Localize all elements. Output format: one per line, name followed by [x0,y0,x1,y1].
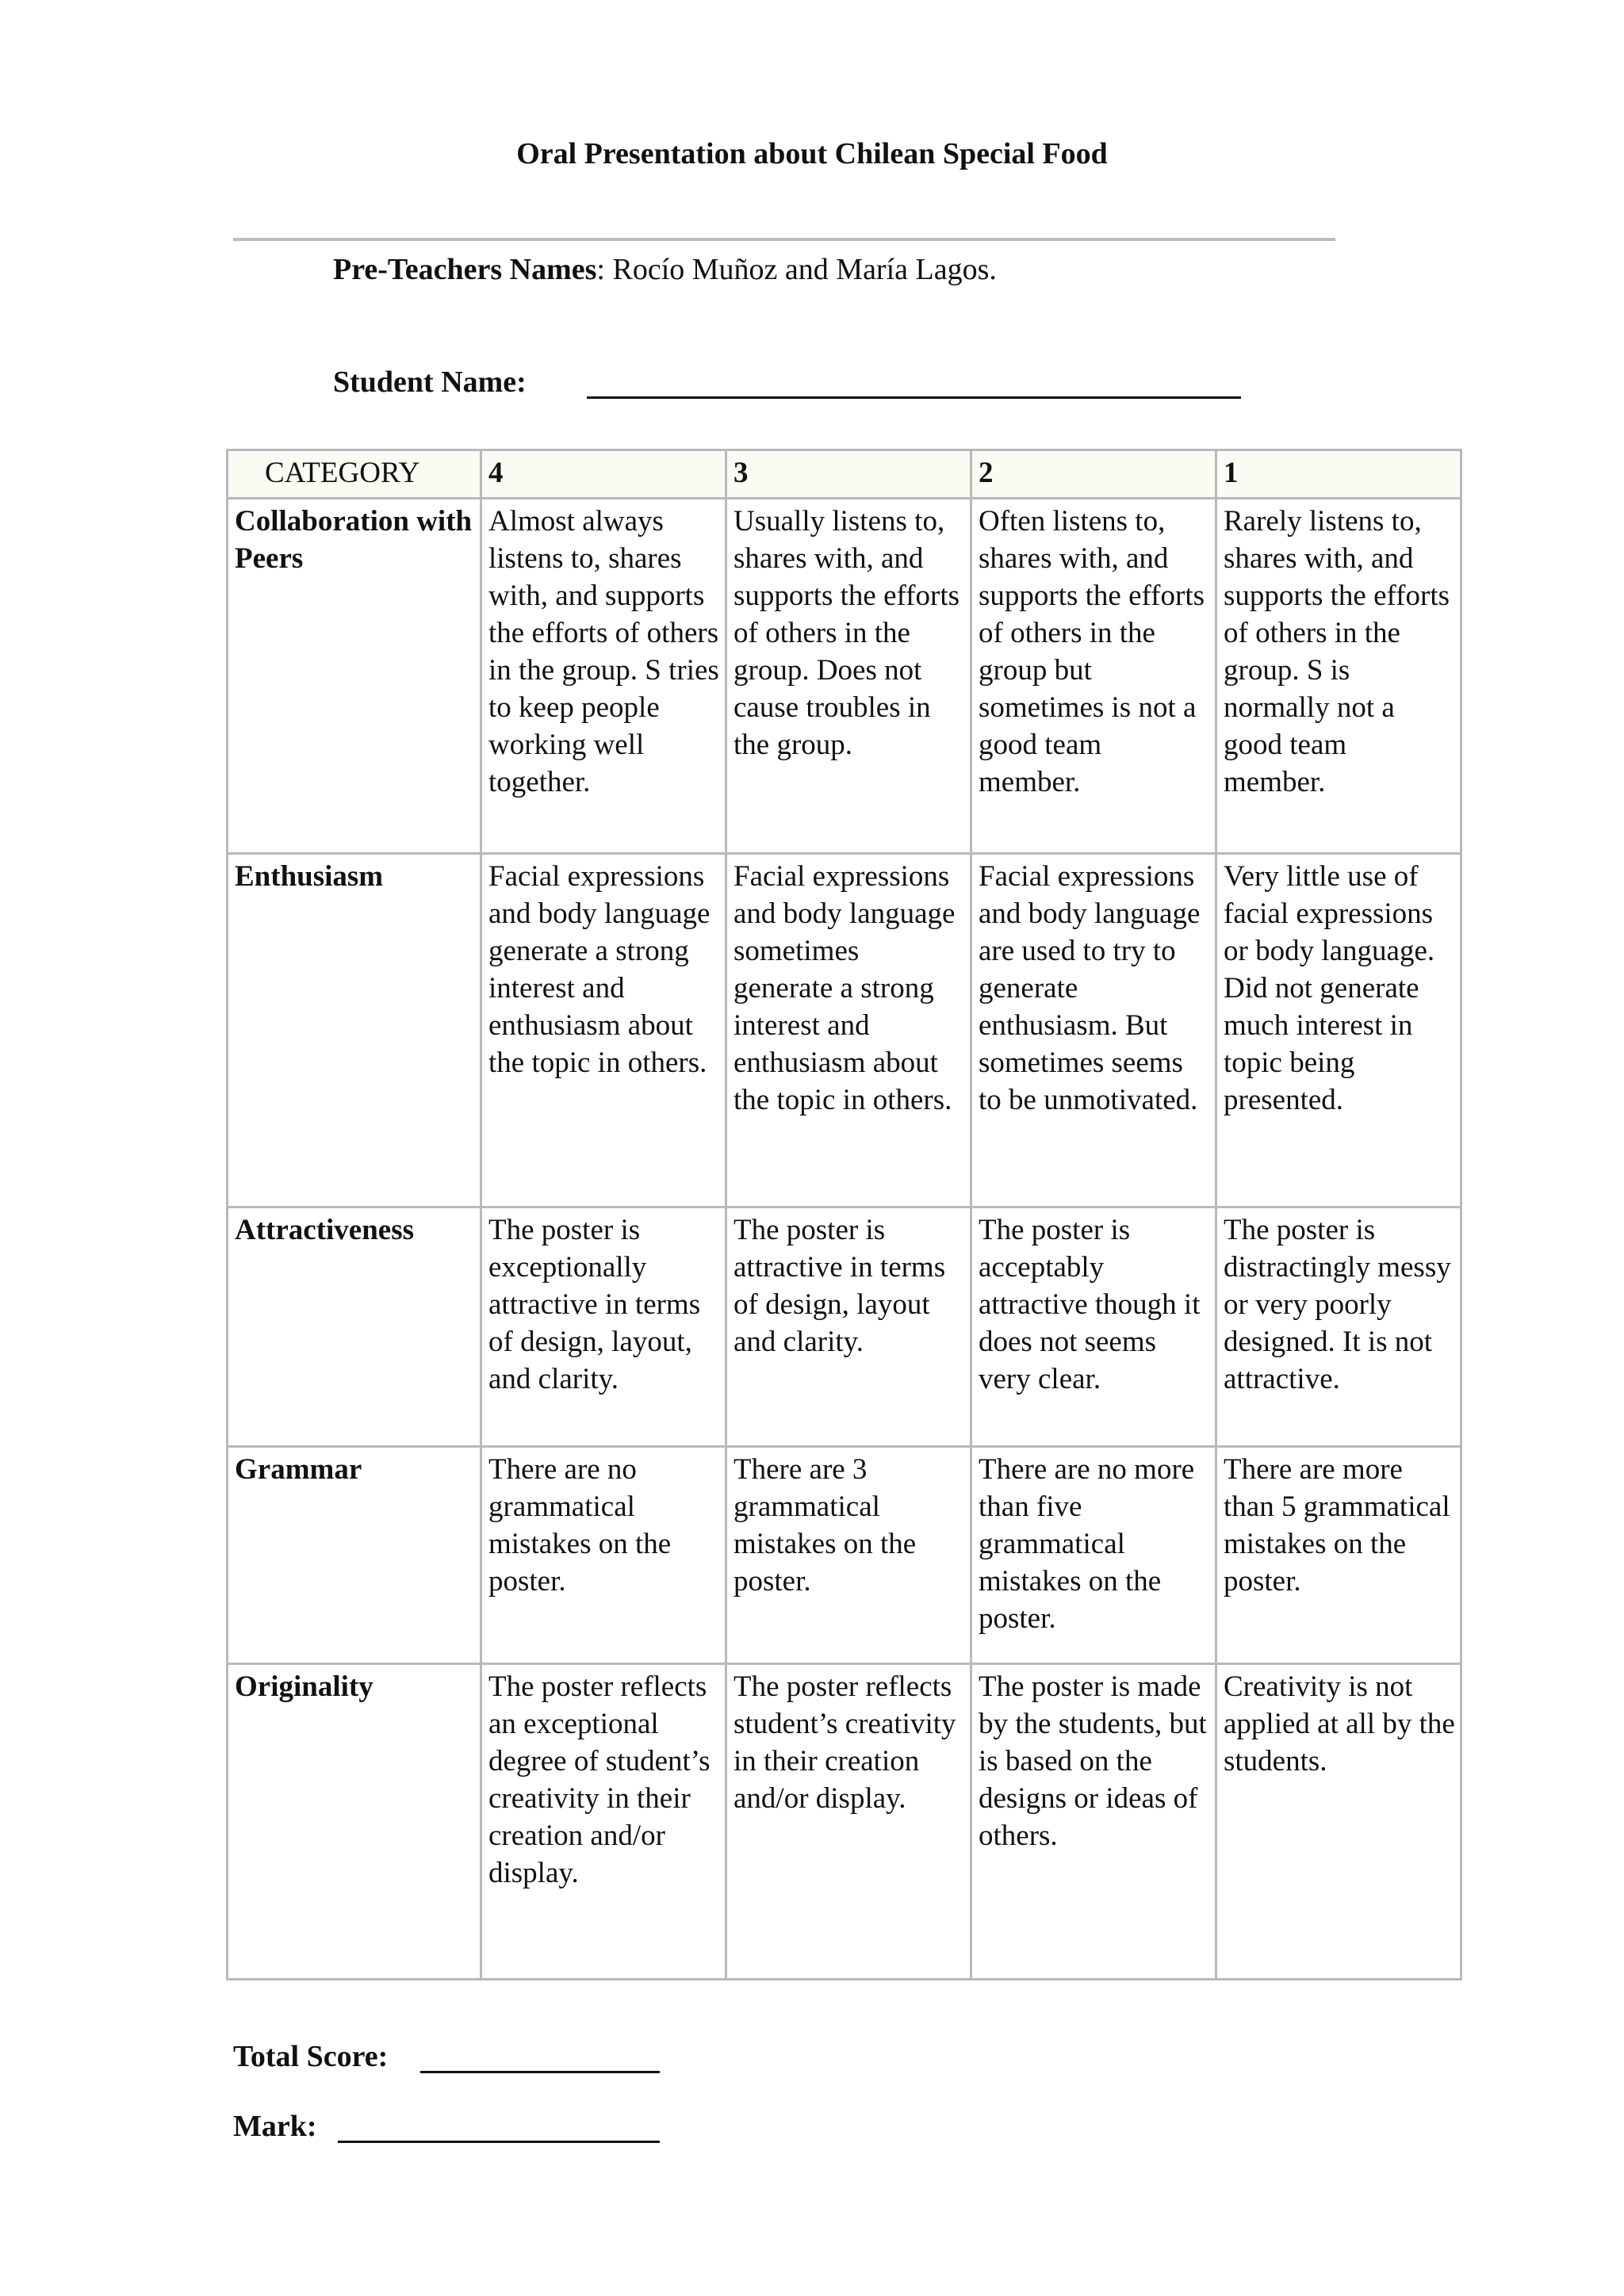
rubric-row-grammar [228,1447,1461,1664]
criterion-cell: Usually listens to, shares with, and supports the efforts of others in the group. Does not cause troubles in the group. [726,499,971,854]
header-score-2: 2 [971,450,1216,499]
header-divider [233,238,1335,241]
criterion-cell: Rarely listens to, shares with, and supports the efforts of others in the group. S is normally not a good team member. [1216,499,1461,854]
criterion-cell: Facial expressions and body language are used to try to generate enthusiasm. But sometimes seems to be unmotivated. [971,854,1216,1207]
rubric-header-row [228,450,1461,499]
criterion-cell: There are no more than five grammatical mistakes on the poster. [971,1447,1216,1664]
rubric-row-collaboration [228,499,1461,854]
criterion-cell: The poster is made by the students, but is based on the designs or ideas of others. [971,1664,1216,1980]
mark-label: Mark: [233,2110,317,2143]
criterion-cell: Almost always listens to, shares with, and supports the efforts of others in the group. S tries to keep people working well together. [481,499,726,854]
criterion-cell: The poster reflects student’s creativity in their creation and/or display. [726,1664,971,1980]
criterion-cell: The poster is acceptably attractive though it does not seems very clear. [971,1207,1216,1447]
category-label: Originality [228,1664,481,1980]
rubric-table [226,449,1462,1980]
criterion-cell: The poster is exceptionally attractive in terms of design, layout, and clarity. [481,1207,726,1447]
category-label: Enthusiasm [228,854,481,1207]
rubric-row-attractiveness [228,1207,1461,1447]
pre-teachers-names: Rocío Muñoz and María Lagos. [612,253,997,286]
pre-teachers-label: Pre-Teachers Names [333,253,597,286]
criterion-cell: The poster reflects an exceptional degree of student’s creativity in their creation and/or display. [481,1664,726,1980]
total-score-blank[interactable] [420,2071,660,2073]
mark-blank[interactable] [338,2141,660,2143]
criterion-cell: There are 3 grammatical mistakes on the poster. [726,1447,971,1664]
total-score-label: Total Score: [233,2040,389,2073]
criterion-cell: There are more than 5 grammatical mistakes on the poster. [1216,1447,1461,1664]
pre-teachers-line [333,252,997,287]
category-label: Attractiveness [228,1207,481,1447]
criterion-cell: Often listens to, shares with, and supports the efforts of others in the group but sometimes is not a good team member. [971,499,1216,854]
header-category: CATEGORY [228,450,481,499]
page-title: Oral Presentation about Chilean Special Food [516,137,1108,170]
student-name-label: Student Name: [333,365,527,399]
category-label: Grammar [228,1447,481,1664]
criterion-cell: The poster is distractingly messy or very poorly designed. It is not attractive. [1216,1207,1461,1447]
rubric-row-enthusiasm [228,854,1461,1207]
criterion-cell: Facial expressions and body language generate a strong interest and enthusiasm about the topic in others. [481,854,726,1207]
criterion-cell: Creativity is not applied at all by the students. [1216,1664,1461,1980]
criterion-cell: Facial expressions and body language sometimes generate a strong interest and enthusiasm about the topic in others. [726,854,971,1207]
pre-teachers-separator: : [596,253,613,286]
student-name-blank[interactable] [587,396,1241,399]
criterion-cell: There are no grammatical mistakes on the poster. [481,1447,726,1664]
header-score-3: 3 [726,450,971,499]
criterion-cell: The poster is attractive in terms of design, layout and clarity. [726,1207,971,1447]
category-label: Collaboration with Peers [228,499,481,854]
header-score-4: 4 [481,450,726,499]
header-score-1: 1 [1216,450,1461,499]
rubric-row-originality [228,1664,1461,1980]
criterion-cell: Very little use of facial expressions or body language. Did not generate much interest in topic being presented. [1216,854,1461,1207]
